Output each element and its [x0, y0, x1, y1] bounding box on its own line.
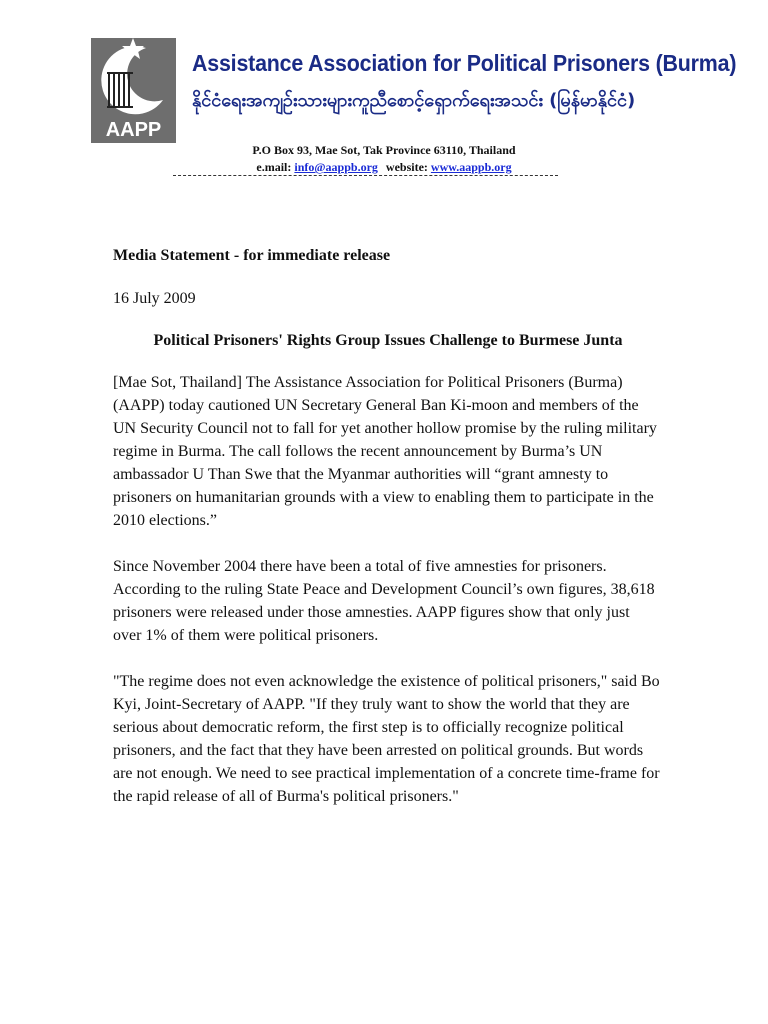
postal-address: P.O Box 93, Mae Sot, Tak Province 63110, Thailand	[252, 143, 516, 157]
logo-text: AAPP	[105, 119, 162, 141]
contact-line	[0, 159, 768, 176]
header-divider	[173, 175, 558, 176]
email-link[interactable]: info@aappb.org	[294, 160, 378, 174]
website-link[interactable]: www.aappb.org	[430, 160, 512, 174]
statement-label: Media Statement - for immediate release	[113, 247, 391, 264]
contact-block	[0, 142, 768, 176]
press-release-body	[113, 246, 663, 831]
headline: Political Prisoners' Rights Group Issues Challenge to Burmese Junta	[153, 332, 623, 349]
letterhead	[0, 0, 768, 200]
organization-name-burmese: နိုင်ငံရေးအကျဉ်းသားများကူညီစောင့်ရှောက်ရေးအသင်း (မြန်မာနိုင်ငံ)	[192, 90, 636, 111]
paragraph: Since November 2004 there have been a total of five amnesties for prisoners. According to the ruling State Peace and Development Council’s own figures, 38,618 prisoners were released under those amnesties. AAPP figures show that only just over 1% of them were political prisoners.	[113, 558, 655, 644]
aapp-logo	[91, 38, 176, 143]
email-label: e.mail:	[256, 160, 292, 174]
paragraph: [Mae Sot, Thailand] The Assistance Association for Political Prisoners (Burma) (AAPP) today cautioned UN Secretary General Ban Ki-moon and members of the UN Security Council not to fall for yet another hollow promise by the ruling military regime in Burma. The call follows the recent announcement by Burma’s UN ambassador U Than Swe that the Myanmar authorities will “grant amnesty to prisoners on humanitarian grounds with a view to enabling them to participate in the 2010 elections.”	[113, 374, 657, 529]
website-label: website:	[385, 160, 428, 174]
organization-name: Assistance Association for Political Prisoners (Burma)	[192, 50, 737, 76]
release-date: 16 July 2009	[113, 290, 196, 307]
paragraph: "The regime does not even acknowledge the existence of political prisoners," said Bo Kyi, Joint-Secretary of AAPP. "If they truly want to show the world that they are serious about democratic reform, the first step is to officially recognize political prisoners, and the fact that they have been arrested on political grounds. But words are not enough. We need to see practical implementation of a concrete time-frame for the rapid release of all of Burma's political prisoners."	[113, 673, 660, 805]
